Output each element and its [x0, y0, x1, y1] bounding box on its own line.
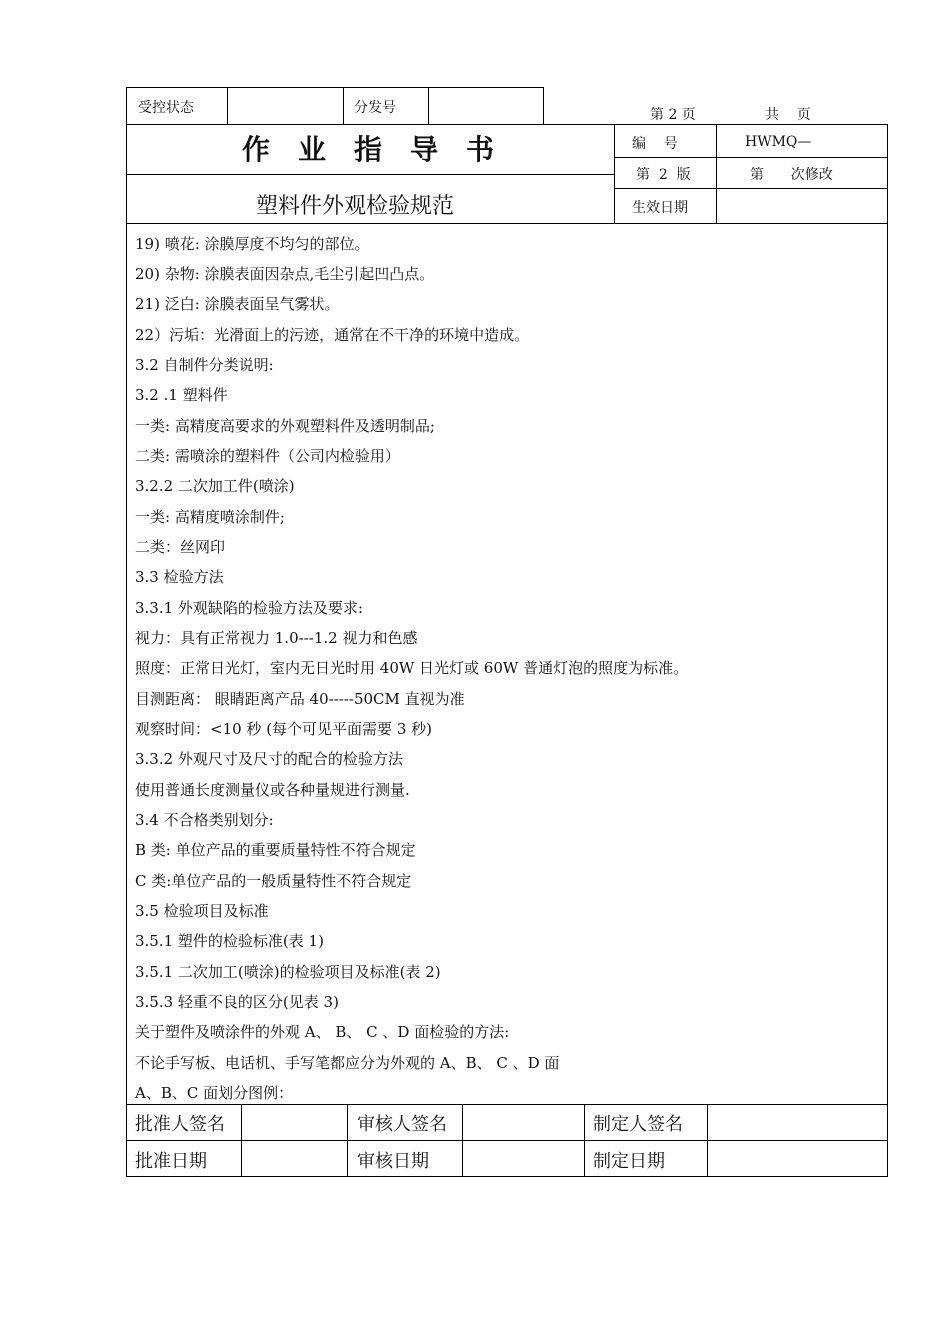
make-date-label: 制定日期: [593, 1151, 665, 1172]
content-line: 3.2 .1 塑料件: [135, 386, 228, 404]
approve-date-value-cell: [241, 1140, 348, 1177]
content-line: 3.5 检验项目及标准: [135, 902, 269, 920]
content-line: 二类: 需喷涂的塑料件（公司内检验用）: [135, 447, 400, 465]
approve-date-label: 批准日期: [135, 1151, 207, 1172]
content-line: B 类: 单位产品的重要质量特性不符合规定: [135, 841, 416, 859]
content-line: 一类: 高精度喷涂制件;: [135, 508, 285, 526]
total-pages: 共 页: [765, 107, 811, 123]
effective-date-label: 生效日期: [632, 200, 688, 216]
review-date-label: 审核日期: [357, 1151, 429, 1172]
version-label: 第 2 版: [636, 167, 691, 183]
content-line: 3.3.2 外观尺寸及尺寸的配合的检验方法: [135, 750, 403, 768]
content-line: 20) 杂物: 涂膜表面因杂点,毛尘引起凹凸点。: [135, 265, 435, 283]
content-line: 3.4 不合格类别划分:: [135, 811, 274, 829]
content-line: A、B、C 面划分图例：: [135, 1084, 294, 1102]
distribution-no-label: 分发号: [354, 100, 396, 116]
content-line: 3.5.3 轻重不良的区分(见表 3): [135, 993, 339, 1011]
make-date-value-cell: [707, 1140, 888, 1177]
content-line: 观察时间：<10 秒 (每个可见平面需要 3 秒): [135, 720, 432, 738]
doc-subtitle: 塑料件外观检验规范: [256, 194, 455, 219]
content-line: 不论手写板、电话机、手写笔都应分为外观的 A、B、 C 、D 面: [135, 1054, 560, 1072]
revision-label: 第 次修改: [750, 167, 833, 183]
content-line: 3.2 自制件分类说明:: [135, 356, 274, 374]
doc-title: 作业指导书: [242, 133, 523, 166]
content-line: 照度：正常日光灯，室内无日光时用 40W 日光灯或 60W 普通灯泡的照度为标准。: [135, 659, 689, 677]
approver-sign-label: 批准人签名: [135, 1114, 225, 1135]
content-line: 视力：具有正常视力 1.0---1.2 视力和色感: [135, 629, 418, 647]
content-line: 21) 泛白: 涂膜表面呈气雾状。: [135, 295, 340, 313]
number-label: 编 号: [632, 136, 678, 152]
reviewer-sign-label: 审核人签名: [357, 1114, 447, 1135]
control-status-value-cell: [227, 87, 344, 125]
content-line: 一类: 高精度高要求的外观塑料件及透明制品;: [135, 417, 435, 435]
content-line: 3.3 检验方法: [135, 568, 224, 586]
approver-sign-value-cell: [241, 1104, 348, 1141]
content-line: 3.5.1 二次加工(喷涂)的检验项目及标准(表 2): [135, 963, 441, 981]
content-line: 目测距离： 眼睛距离产品 40-----50CM 直视为准: [135, 690, 465, 708]
reviewer-sign-value-cell: [462, 1104, 585, 1141]
content-line: 3.3.1 外观缺陷的检验方法及要求:: [135, 599, 363, 617]
number-value: HWMQ—: [745, 134, 812, 150]
maker-sign-label: 制定人签名: [593, 1114, 683, 1135]
control-status-label: 受控状态: [138, 100, 194, 116]
review-date-value-cell: [462, 1140, 585, 1177]
effective-date-value-cell: [716, 188, 888, 224]
content-line: 19) 喷花: 涂膜厚度不均匀的部位。: [135, 235, 370, 253]
page-info: 第 2 页: [650, 107, 696, 123]
maker-sign-value-cell: [707, 1104, 888, 1141]
content-line: C 类:单位产品的一般质量特性不符合规定: [135, 872, 412, 890]
content-line: 使用普通长度测量仪或各种量规进行测量.: [135, 781, 410, 799]
distribution-no-value-cell: [428, 87, 544, 125]
content-line: 3.2.2 二次加工件(喷涂): [135, 477, 295, 495]
content-line: 关于塑件及喷涂件的外观 A、 B、 C 、D 面检验的方法:: [135, 1023, 510, 1041]
content-line: 3.5.1 塑件的检验标准(表 1): [135, 932, 324, 950]
content-line: 22）污垢：光滑面上的污迹，通常在不干净的环境中造成。: [135, 326, 530, 344]
content-line: 二类：丝网印: [135, 538, 226, 556]
